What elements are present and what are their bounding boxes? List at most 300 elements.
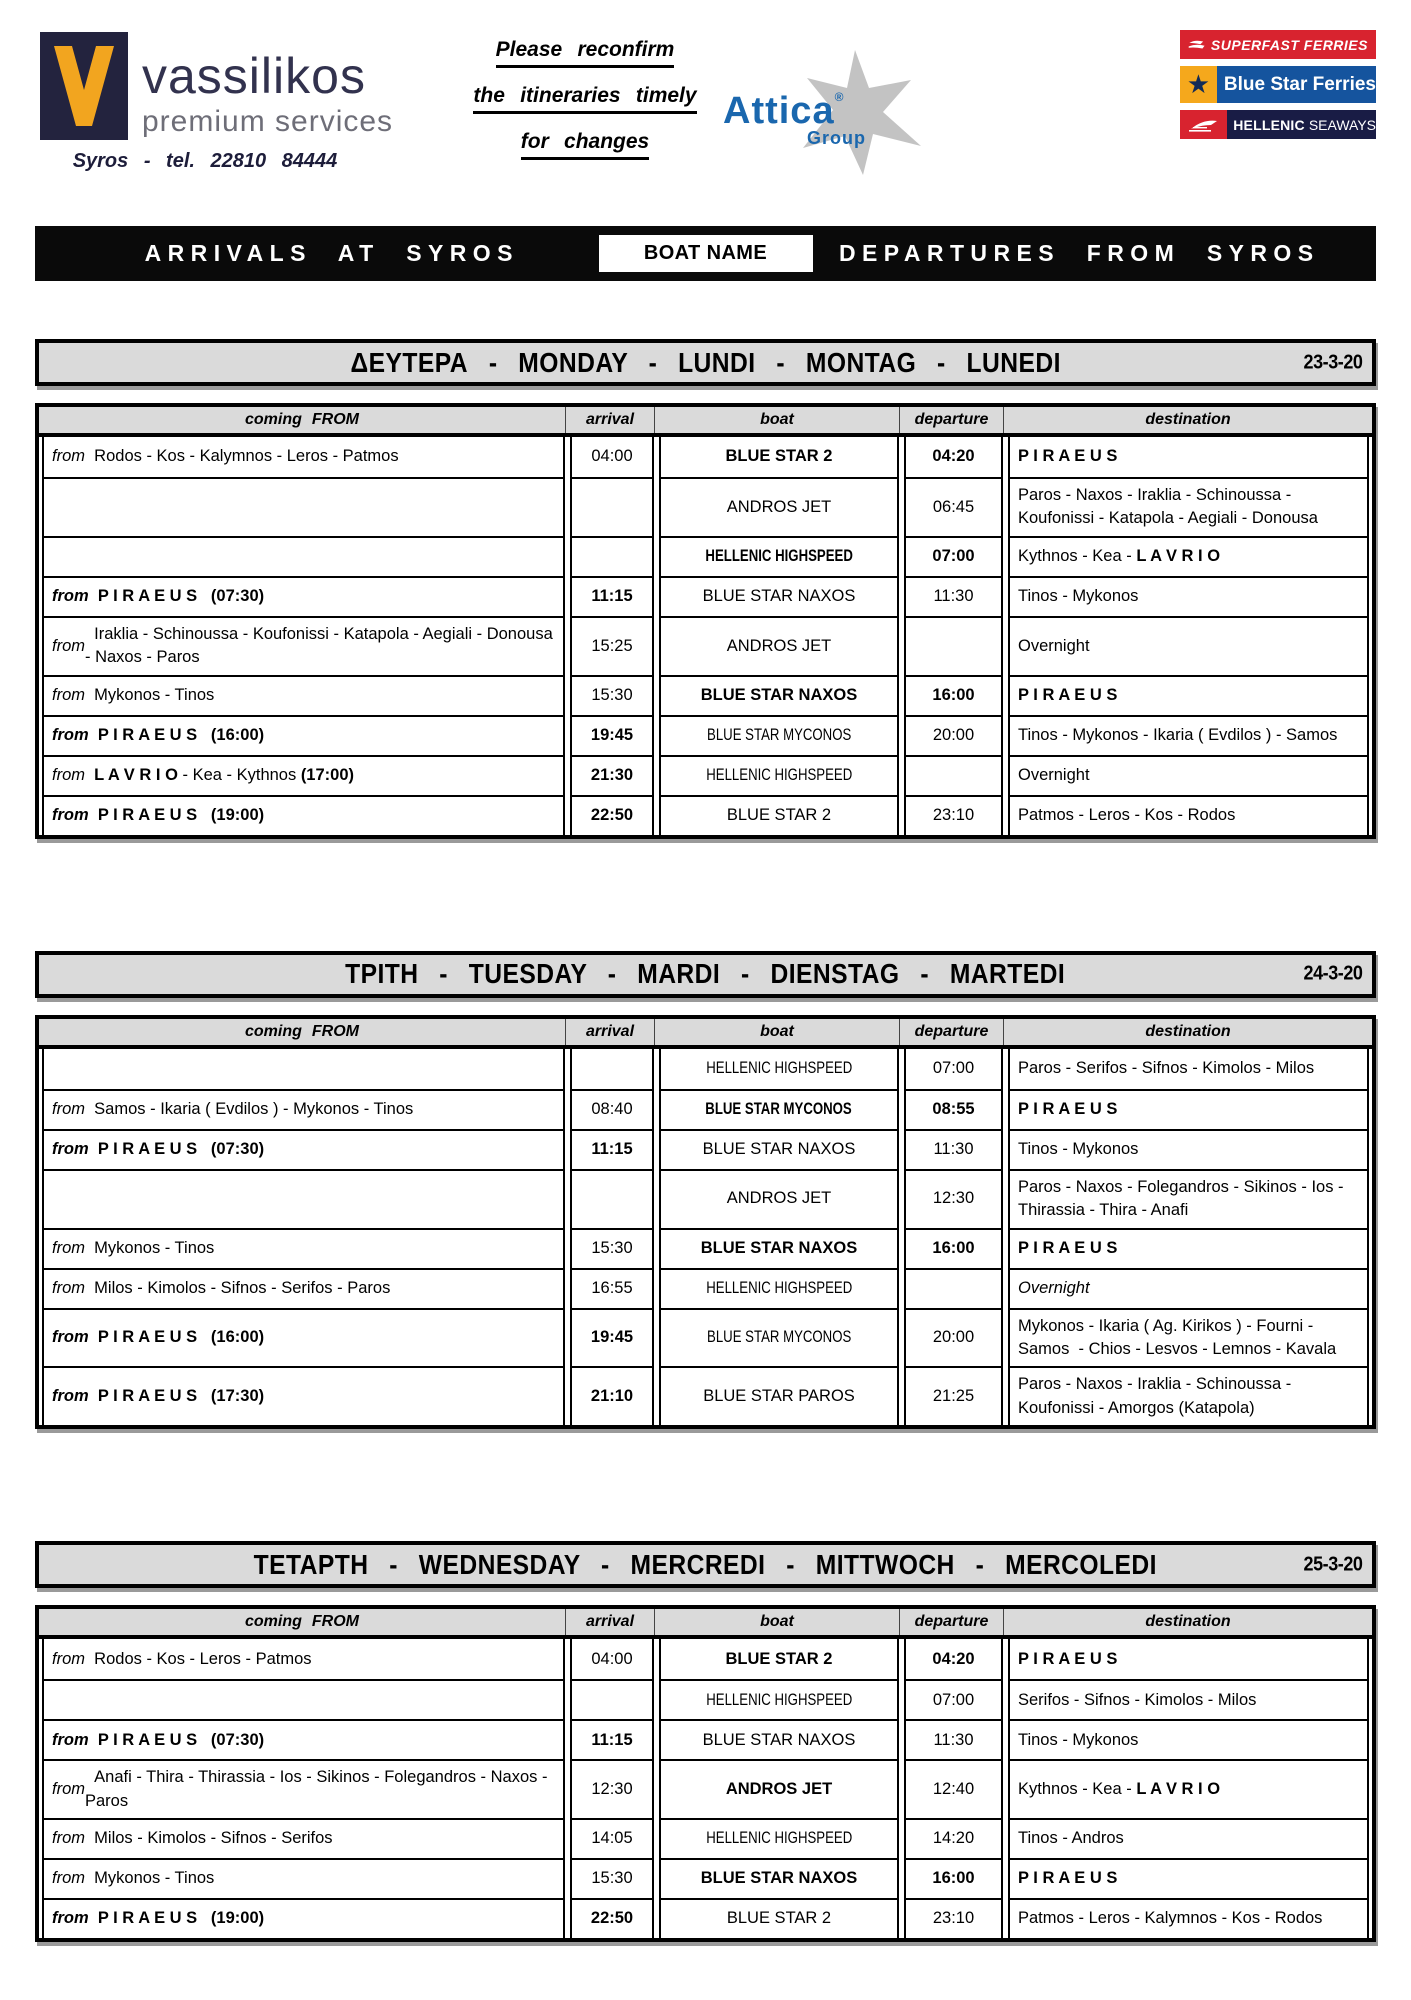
cell-text: Paros - Serifos - Sifnos - Kimolos - Milos <box>1018 1058 1315 1077</box>
cell-text: Kythnos - Kea - <box>1018 547 1137 566</box>
table-row <box>39 437 1372 477</box>
cell-text: 19:45 <box>590 1328 634 1347</box>
blue-star-icon: ★ <box>1180 66 1217 103</box>
cell-text: - Kea - Kythnos <box>177 765 301 784</box>
cell-departure <box>904 1639 1003 1679</box>
cell-destination <box>1008 1129 1369 1169</box>
cell-text: ANDROS JET <box>726 636 832 655</box>
cell-coming-from <box>42 1818 565 1858</box>
cell-text: 12:40 <box>932 1779 975 1798</box>
cell-departure <box>904 1268 1003 1308</box>
superfast-ship-icon <box>1188 37 1206 53</box>
cell-destination <box>1008 1169 1369 1228</box>
col-header-boat: boat <box>654 1609 899 1635</box>
cell-boat <box>659 675 899 715</box>
cell-arrival <box>570 715 654 755</box>
cell-text: 15:30 <box>591 1238 633 1257</box>
cell-arrival <box>570 1679 654 1719</box>
cell-text: ANDROS JET <box>726 497 832 516</box>
cell-arrival <box>570 477 654 536</box>
cell-arrival <box>570 1228 654 1268</box>
cell-boat <box>659 1228 899 1268</box>
cell-coming-from <box>42 1679 565 1719</box>
day-date: 25-3-20 <box>1303 1553 1362 1576</box>
cell-departure <box>904 1898 1003 1938</box>
table-row <box>39 1228 1372 1268</box>
cell-departure <box>904 1228 1003 1268</box>
cell-text: Overnight <box>1018 636 1090 655</box>
cell-text: Mykonos - Tinos <box>85 1869 215 1888</box>
table-body <box>39 1049 1372 1426</box>
cell-text: 08:55 <box>932 1099 975 1118</box>
boat-name-label: BOAT NAME <box>599 235 813 272</box>
col-header-arrival: arrival <box>565 1019 654 1045</box>
cell-coming-from <box>42 477 565 536</box>
cell-text: 11:30 <box>933 1139 974 1158</box>
cell-text: from <box>52 1779 85 1798</box>
cell-text: 16:55 <box>591 1278 633 1297</box>
cell-text: P I R A E U S (07:30) <box>88 1730 265 1749</box>
cell-text: BLUE STAR 2 <box>726 805 832 824</box>
page-header <box>35 30 1376 170</box>
day-header-monday <box>35 339 1376 386</box>
cell-boat <box>659 715 899 755</box>
cell-text: Mykonos - Ikaria ( Ag. Kirikos ) - Fourni - Samos - Chios - Lesvos - Lemnos - Kavala <box>1018 1316 1337 1358</box>
cell-text: 12:30 <box>591 1779 633 1798</box>
cell-text: Anafi - Thira - Thirassia - Ios - Sikinos - Folegandros - Naxos - Paros <box>85 1768 553 1810</box>
col-header-coming-from: coming FROM <box>244 1022 360 1040</box>
cell-boat <box>659 536 899 576</box>
cell-arrival <box>570 536 654 576</box>
table-row <box>39 1169 1372 1228</box>
cell-coming-from <box>42 437 565 477</box>
cell-coming-from <box>42 536 565 576</box>
cell-text: P I R A E U S (16:00) <box>88 725 265 744</box>
cell-text: 20:00 <box>932 1328 975 1347</box>
table-row <box>39 1858 1372 1898</box>
blue-star-ferries-logo <box>1180 66 1376 103</box>
ferry-table-tuesday <box>35 1015 1376 1430</box>
day-section-tuesday <box>35 951 1376 1430</box>
cell-coming-from <box>42 1759 565 1818</box>
cell-destination <box>1008 675 1369 715</box>
departures-label: DEPARTURES FROM SYROS <box>838 240 1320 266</box>
table-row <box>39 1049 1372 1089</box>
blue-star-label: Blue Star Ferries <box>1217 66 1376 103</box>
col-header-destination: destination <box>1003 407 1372 433</box>
cell-destination <box>1008 1268 1369 1308</box>
cell-destination <box>1008 1818 1369 1858</box>
cell-text: P I R A E U S (17:30) <box>88 1387 265 1406</box>
cell-text: BLUE STAR NAXOS <box>700 1869 858 1888</box>
cell-text: BLUE STAR MYCONOS <box>706 725 852 744</box>
col-header-arrival: arrival <box>565 1609 654 1635</box>
cell-text: BLUE STAR NAXOS <box>702 587 856 606</box>
cell-text: Tinos - Mykonos <box>1018 1139 1139 1158</box>
cell-boat <box>659 795 899 835</box>
cell-text: Overnight <box>1018 765 1090 784</box>
cell-coming-from <box>42 1169 565 1228</box>
cell-destination <box>1008 576 1369 616</box>
cell-text: 12:30 <box>932 1189 975 1208</box>
cell-text: 14:20 <box>932 1829 975 1848</box>
cell-text: L A V R I O <box>94 765 178 784</box>
cell-text: 15:25 <box>591 636 633 655</box>
cell-arrival <box>570 1759 654 1818</box>
cell-coming-from <box>42 795 565 835</box>
attica-group-logo <box>723 58 908 163</box>
cell-destination <box>1008 1089 1369 1129</box>
cell-destination <box>1008 616 1369 675</box>
vassilikos-logo <box>40 32 128 140</box>
cell-text: L A V R I O <box>1136 547 1221 566</box>
cell-boat <box>659 755 899 795</box>
cell-text: from <box>52 1099 85 1118</box>
v-icon <box>52 44 116 128</box>
cell-departure <box>904 1308 1003 1367</box>
cell-arrival <box>570 437 654 477</box>
cell-boat <box>659 1366 899 1425</box>
cell-departure <box>904 715 1003 755</box>
cell-boat <box>659 1818 899 1858</box>
cell-boat <box>659 1858 899 1898</box>
cell-text: from <box>52 1649 85 1668</box>
cell-text: from <box>52 587 89 606</box>
cell-boat <box>659 1129 899 1169</box>
table-row <box>39 675 1372 715</box>
cell-text: Tinos - Mykonos - Ikaria ( Evdilos ) - Samos <box>1018 725 1338 744</box>
cell-coming-from <box>42 1639 565 1679</box>
brand-name: vassilikos <box>142 48 366 104</box>
cell-coming-from <box>42 675 565 715</box>
day-header-tuesday <box>35 951 1376 998</box>
registered-mark-icon: ® <box>834 90 845 104</box>
cell-text: Patmos - Leros - Kalymnos - Kos - Rodos <box>1018 1909 1323 1928</box>
table-header-row <box>39 407 1372 437</box>
cell-text: 04:20 <box>932 1649 975 1668</box>
cell-text: from <box>52 805 89 824</box>
table-row <box>39 1129 1372 1169</box>
hellenic-seaways-logo <box>1180 110 1376 139</box>
cell-text: 21:25 <box>932 1387 975 1406</box>
col-header-departure: departure <box>899 1019 1003 1045</box>
arrivals-departures-banner <box>35 226 1376 281</box>
cell-boat <box>659 1049 899 1089</box>
table-row <box>39 616 1372 675</box>
cell-text: 22:50 <box>590 1909 634 1928</box>
table-body <box>39 437 1372 835</box>
day-header-wednesday <box>35 1541 1376 1588</box>
cell-text: Tinos - Mykonos <box>1018 1730 1139 1749</box>
cell-boat <box>659 1639 899 1679</box>
cell-arrival <box>570 1268 654 1308</box>
cell-text: P I R A E U S <box>1018 1099 1118 1118</box>
cell-coming-from <box>42 755 565 795</box>
cell-boat <box>659 1268 899 1308</box>
cell-text: 15:30 <box>591 1869 633 1888</box>
cell-coming-from <box>42 1308 565 1367</box>
cell-text: 07:00 <box>932 1690 975 1709</box>
cell-text: Iraklia - Schinoussa - Koufonissi - Katapola - Aegiali - Donousa - Naxos - Paros <box>85 624 558 667</box>
cell-destination <box>1008 1228 1369 1268</box>
table-header-row <box>39 1609 1372 1639</box>
cell-text: from <box>52 1829 85 1848</box>
cell-destination <box>1008 1898 1369 1938</box>
cell-text: BLUE STAR 2 <box>725 447 833 466</box>
cell-text: 21:10 <box>590 1387 634 1406</box>
cell-arrival <box>570 1719 654 1759</box>
cell-text: HELLENIC HIGHSPEED <box>706 1690 852 1709</box>
cell-coming-from <box>42 1858 565 1898</box>
cell-destination <box>1008 1366 1369 1425</box>
attica-group-label: Group <box>807 128 866 148</box>
cell-arrival <box>570 1898 654 1938</box>
cell-text: P I R A E U S <box>1018 685 1118 704</box>
cell-coming-from <box>42 616 565 675</box>
cell-boat <box>659 1169 899 1228</box>
cell-destination <box>1008 755 1369 795</box>
cell-text: Paros - Naxos - Iraklia - Schinoussa - Koufonissi - Amorgos (Katapola) <box>1018 1375 1296 1417</box>
cell-text: 04:00 <box>591 447 633 466</box>
cell-text: Paros - Naxos - Folegandros - Sikinos - Ios - Thirassia - Thira - Anafi <box>1018 1177 1348 1220</box>
cell-text: Tinos - Mykonos <box>1018 587 1139 606</box>
cell-arrival <box>570 576 654 616</box>
col-header-departure: departure <box>899 1609 1003 1635</box>
cell-text: BLUE STAR NAXOS <box>702 1139 856 1158</box>
cell-text: P I R A E U S (19:00) <box>88 805 265 824</box>
col-header-boat: boat <box>654 1019 899 1045</box>
cell-text: from <box>52 1278 85 1297</box>
cell-text: P I R A E U S (19:00) <box>88 1909 265 1928</box>
cell-text: HELLENIC HIGHSPEED <box>706 1829 852 1848</box>
cell-text: 20:00 <box>932 725 975 744</box>
cell-boat <box>659 576 899 616</box>
hellenic-swoosh-icon <box>1180 110 1227 139</box>
cell-boat <box>659 1308 899 1367</box>
cell-text: from <box>52 725 89 744</box>
table-row <box>39 477 1372 536</box>
cell-text: 11:15 <box>591 1730 633 1749</box>
cell-text: 14:05 <box>591 1829 633 1848</box>
cell-coming-from <box>42 1129 565 1169</box>
cell-arrival <box>570 1308 654 1367</box>
cell-text: Mykonos - Tinos <box>85 1238 215 1257</box>
cell-text: 07:00 <box>932 547 975 566</box>
cell-text: 22:50 <box>590 805 634 824</box>
cell-text: Patmos - Leros - Kos - Rodos <box>1018 805 1236 824</box>
cell-destination <box>1008 477 1369 536</box>
cell-destination <box>1008 715 1369 755</box>
superfast-label: SUPERFAST FERRIES <box>1210 36 1368 53</box>
arrivals-label: ARRIVALS AT SYROS <box>144 240 519 266</box>
cell-destination <box>1008 1639 1369 1679</box>
col-header-destination: destination <box>1003 1019 1372 1045</box>
cell-text: 11:30 <box>933 1730 974 1749</box>
cell-departure <box>904 1049 1003 1089</box>
cell-text: from <box>52 1909 89 1928</box>
table-row <box>39 755 1372 795</box>
col-header-arrival: arrival <box>565 407 654 433</box>
cell-destination <box>1008 536 1369 576</box>
cell-departure <box>904 536 1003 576</box>
cell-text: Milos - Kimolos - Sifnos - Serifos <box>85 1829 333 1848</box>
cell-arrival <box>570 1049 654 1089</box>
cell-arrival <box>570 1639 654 1679</box>
table-row <box>39 795 1372 835</box>
col-header-boat: boat <box>654 407 899 433</box>
cell-boat <box>659 437 899 477</box>
day-section-monday <box>35 339 1376 839</box>
cell-coming-from <box>42 1719 565 1759</box>
cell-arrival <box>570 1129 654 1169</box>
cell-boat <box>659 1089 899 1129</box>
cell-text: ANDROS JET <box>726 1189 832 1208</box>
cell-text: 16:00 <box>932 685 975 704</box>
cell-arrival <box>570 1169 654 1228</box>
day-title: ΤΕΤΑΡΤΗ - WEDNESDAY - MERCREDI - MITTWOCH - MERCOLEDI <box>253 1548 1158 1580</box>
cell-departure <box>904 477 1003 536</box>
cell-departure <box>904 1679 1003 1719</box>
cell-boat <box>659 1719 899 1759</box>
cell-destination <box>1008 795 1369 835</box>
cell-coming-from <box>42 1268 565 1308</box>
cell-boat <box>659 1679 899 1719</box>
table-row <box>39 715 1372 755</box>
table-row <box>39 1366 1372 1425</box>
cell-text: 04:20 <box>932 447 975 466</box>
cell-text: from <box>52 1730 89 1749</box>
day-date: 24-3-20 <box>1303 962 1362 985</box>
table-row <box>39 1719 1372 1759</box>
cell-text: (17:00) <box>300 765 355 784</box>
cell-text: from <box>52 1387 89 1406</box>
day-title: ΤΡΙΤΗ - TUESDAY - MARDI - DIENSTAG - MARTEDI <box>345 958 1066 990</box>
cell-text: ANDROS JET <box>725 1779 833 1798</box>
table-row <box>39 1308 1372 1367</box>
cell-text: BLUE STAR MYCONOS <box>705 1099 853 1118</box>
table-row <box>39 1898 1372 1938</box>
carrier-logos <box>1180 30 1376 139</box>
cell-text: P I R A E U S <box>1018 1238 1118 1257</box>
cell-text: BLUE STAR 2 <box>726 1909 832 1928</box>
cell-text: Overnight <box>1018 1278 1090 1297</box>
cell-text: BLUE STAR MYCONOS <box>706 1328 852 1347</box>
cell-departure <box>904 1129 1003 1169</box>
cell-coming-from <box>42 1366 565 1425</box>
cell-destination <box>1008 437 1369 477</box>
cell-arrival <box>570 795 654 835</box>
cell-coming-from <box>42 1228 565 1268</box>
cell-departure <box>904 1089 1003 1129</box>
cell-text: Paros - Naxos - Iraklia - Schinoussa - Koufonissi - Katapola - Aegiali - Donousa <box>1018 486 1318 528</box>
cell-text: L A V R I O <box>1136 1779 1221 1798</box>
cell-text: 16:00 <box>932 1238 975 1257</box>
cell-text: P I R A E U S <box>1018 1869 1118 1888</box>
cell-text: BLUE STAR NAXOS <box>700 1238 858 1257</box>
cell-text: from <box>52 1139 89 1158</box>
cell-coming-from <box>42 576 565 616</box>
cell-text: 08:40 <box>591 1099 633 1118</box>
cell-text: from <box>52 1328 89 1347</box>
cell-text: P I R A E U S <box>1018 447 1118 466</box>
cell-text: HELLENIC HIGHSPEED <box>706 765 852 784</box>
hellenic-label: HELLENIC SEAWAYS <box>1227 110 1376 139</box>
cell-text: Samos - Ikaria ( Evdilos ) - Mykonos - Tinos <box>85 1099 414 1118</box>
cell-text: from <box>52 1238 85 1257</box>
table-row <box>39 1818 1372 1858</box>
cell-text: 23:10 <box>932 805 975 824</box>
cell-text: BLUE STAR 2 <box>725 1649 833 1668</box>
brand-tagline: premium services <box>142 105 394 138</box>
cell-departure <box>904 675 1003 715</box>
col-header-departure: departure <box>899 407 1003 433</box>
cell-text: BLUE STAR PAROS <box>703 1387 855 1406</box>
cell-text: 15:30 <box>591 685 633 704</box>
cell-arrival <box>570 1858 654 1898</box>
cell-text: from <box>52 765 85 784</box>
cell-destination <box>1008 1719 1369 1759</box>
table-row <box>39 1268 1372 1308</box>
cell-text: Rodos - Kos - Leros - Patmos <box>85 1649 312 1668</box>
cell-text: 06:45 <box>932 497 975 516</box>
col-header-destination: destination <box>1003 1609 1372 1635</box>
cell-destination <box>1008 1759 1369 1818</box>
cell-boat <box>659 477 899 536</box>
attica-wordmark: Attica® <box>723 90 845 132</box>
cell-text: HELLENIC HIGHSPEED <box>706 1058 852 1077</box>
cell-text: 04:00 <box>591 1649 633 1668</box>
brand-contact: Syros - tel. 22810 84444 <box>72 150 338 172</box>
cell-arrival <box>570 1366 654 1425</box>
ferry-table-wednesday <box>35 1605 1376 1942</box>
cell-text: from <box>52 685 85 704</box>
cell-departure <box>904 437 1003 477</box>
table-row <box>39 1759 1372 1818</box>
cell-coming-from <box>42 1089 565 1129</box>
cell-text: 11:15 <box>591 587 633 606</box>
cell-departure <box>904 1858 1003 1898</box>
cell-text: Mykonos - Tinos <box>85 685 215 704</box>
cell-destination <box>1008 1308 1369 1367</box>
cell-departure <box>904 755 1003 795</box>
cell-text: from <box>52 447 85 466</box>
cell-text: Rodos - Kos - Kalymnos - Leros - Patmos <box>85 447 399 466</box>
cell-departure <box>904 1719 1003 1759</box>
cell-arrival <box>570 675 654 715</box>
cell-text: 21:30 <box>590 765 634 784</box>
cell-coming-from <box>42 1049 565 1089</box>
cell-text: P I R A E U S (07:30) <box>88 587 265 606</box>
cell-text: BLUE STAR NAXOS <box>702 1730 856 1749</box>
notice-line-1: Please reconfirm <box>496 38 675 68</box>
superfast-ferries-logo <box>1180 30 1376 59</box>
cell-arrival <box>570 1818 654 1858</box>
cell-departure <box>904 616 1003 675</box>
cell-destination <box>1008 1679 1369 1719</box>
brand-block <box>40 32 393 173</box>
cell-departure <box>904 1759 1003 1818</box>
cell-arrival <box>570 755 654 795</box>
cell-text: HELLENIC HIGHSPEED <box>705 547 853 566</box>
cell-text: P I R A E U S (07:30) <box>88 1139 265 1158</box>
cell-text: Tinos - Andros <box>1018 1829 1124 1848</box>
cell-coming-from <box>42 715 565 755</box>
table-row <box>39 536 1372 576</box>
cell-coming-from <box>42 1898 565 1938</box>
col-header-coming-from: coming FROM <box>244 411 360 428</box>
cell-text: 16:00 <box>932 1869 975 1888</box>
cell-text: 19:45 <box>590 725 634 744</box>
